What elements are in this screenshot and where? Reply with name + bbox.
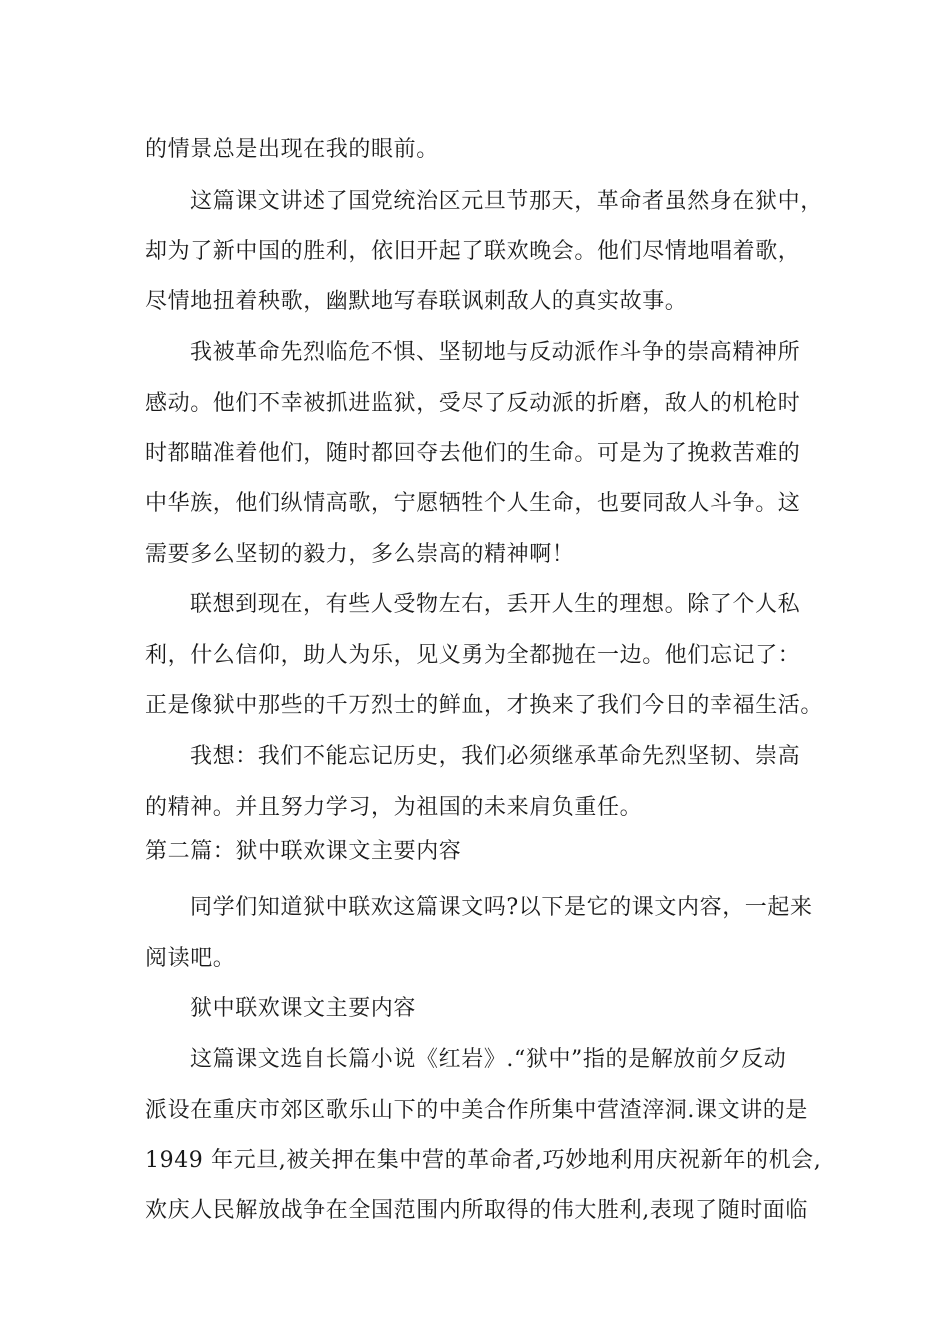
text-line: 的精神。并且努力学习，为祖国的未来肩负重任。 [145,795,643,820]
text-line: 这篇课文选自长篇小说《红岩》.“狱中”指的是解放前夕反动 [190,1047,787,1072]
text-line: 时都瞄准着他们，随时都回夺去他们的生命。可是为了挽救苦难的 [145,441,801,466]
text-line: 1949 年元旦,被关押在集中营的革命者,巧妙地利用庆祝新年的机会, [145,1148,822,1173]
text-line: 我想：我们不能忘记历史，我们必须继承革命先烈坚韧、崇高 [190,744,801,769]
text-line: 却为了新中国的胜利，依旧开起了联欢晚会。他们尽情地唱着歌， [145,239,801,264]
text-line: 我被革命先烈临危不惧、坚韧地与反动派作斗争的崇高精神所 [190,340,801,365]
text-line: 利，什么信仰，助人为乐，见义勇为全都抛在一边。他们忘记了： [145,643,801,668]
text-line: 的情景总是出现在我的眼前。 [145,137,439,162]
text-line: 感动。他们不幸被抓进监狱，受尽了反动派的折磨，敌人的机枪时 [145,391,801,416]
text-line: 派设在重庆市郊区歌乐山下的中美合作所集中营渣滓洞.课文讲的是 [145,1098,808,1123]
text-line: 欢庆人民解放战争在全国范围内所取得的伟大胜利,表现了随时面临 [145,1198,808,1223]
text-line: 同学们知道狱中联欢这篇课文吗?以下是它的课文内容，一起来 [190,895,813,920]
section-heading: 第二篇：狱中联欢课文主要内容 [145,839,462,864]
text-line: 正是像狱中那些的千万烈士的鲜血，才换来了我们今日的幸福生活。 [145,693,824,718]
text-line: 尽情地扭着秧歌，幽默地写春联讽刺敌人的真实故事。 [145,289,688,314]
text-line: 需要多么坚韧的毅力，多么崇高的精神啊！ [145,542,575,567]
text-line: 这篇课文讲述了国党统治区元旦节那天，革命者虽然身在狱中， [190,189,823,214]
subsection-heading: 狱中联欢课文主要内容 [190,996,417,1021]
text-line: 中华族，他们纵情高歌，宁愿牺牲个人生命，也要同敌人斗争。这 [145,491,801,516]
text-line: 联想到现在，有些人受物左右，丢开人生的理想。除了个人私 [190,592,801,617]
text-line: 阅读吧。 [145,946,236,971]
